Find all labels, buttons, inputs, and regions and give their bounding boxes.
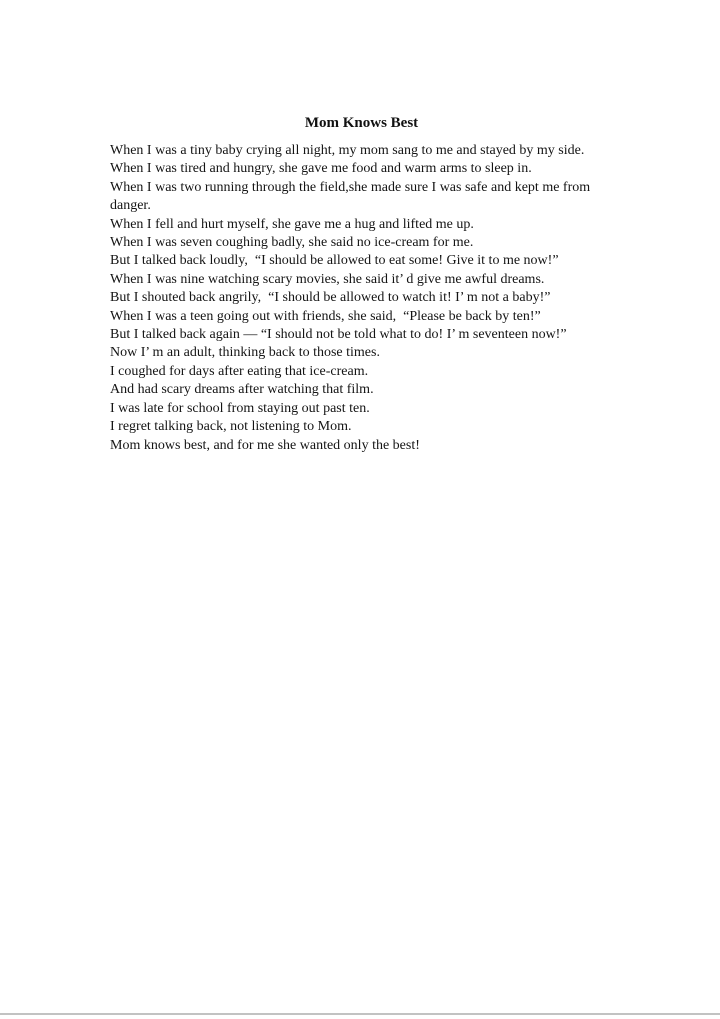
poem-line: I coughed for days after eating that ice-cream. xyxy=(110,363,369,379)
poem xyxy=(110,114,613,455)
poem-title: Mom Knows Best xyxy=(304,115,419,131)
poem-line: I regret talking back, not listening to Mom. xyxy=(110,419,352,435)
poem-line: But I shouted back angrily, “I should be allowed to watch it! I’ m not a baby!” xyxy=(110,290,551,306)
poem-line: When I fell and hurt myself, she gave me a hug and lifted me up. xyxy=(110,216,474,232)
poem-line: When I was a tiny baby crying all night, my mom sang to me and stayed by my side. xyxy=(110,143,585,158)
poem-line: When I was nine watching scary movies, she said it’ d give me awful dreams. xyxy=(110,271,545,287)
poem-line: Now I’ m an adult, thinking back to those times. xyxy=(110,345,380,361)
poem-line: When I was tired and hungry, she gave me food and warm arms to sleep in. xyxy=(110,161,532,177)
poem-line: But I talked back loudly, “I should be allowed to eat some! Give it to me now!” xyxy=(110,253,559,269)
poem-line: When I was two running through the field,she made sure I was safe and kept me from danger. xyxy=(110,179,594,214)
poem-line: And had scary dreams after watching that film. xyxy=(110,382,374,398)
poem-line: When I was seven coughing badly, she said no ice-cream for me. xyxy=(110,235,474,251)
page-bottom-edge xyxy=(0,1013,720,1015)
poem-line: But I talked back again — “I should not be told what to do! I’ m seventeen now!” xyxy=(110,327,567,343)
poem-line: When I was a teen going out with friends, she said, “Please be back by ten!” xyxy=(110,308,541,324)
poem-line: Mom knows best, and for me she wanted only the best! xyxy=(110,437,420,453)
poem-line: I was late for school from staying out past ten. xyxy=(110,400,370,416)
